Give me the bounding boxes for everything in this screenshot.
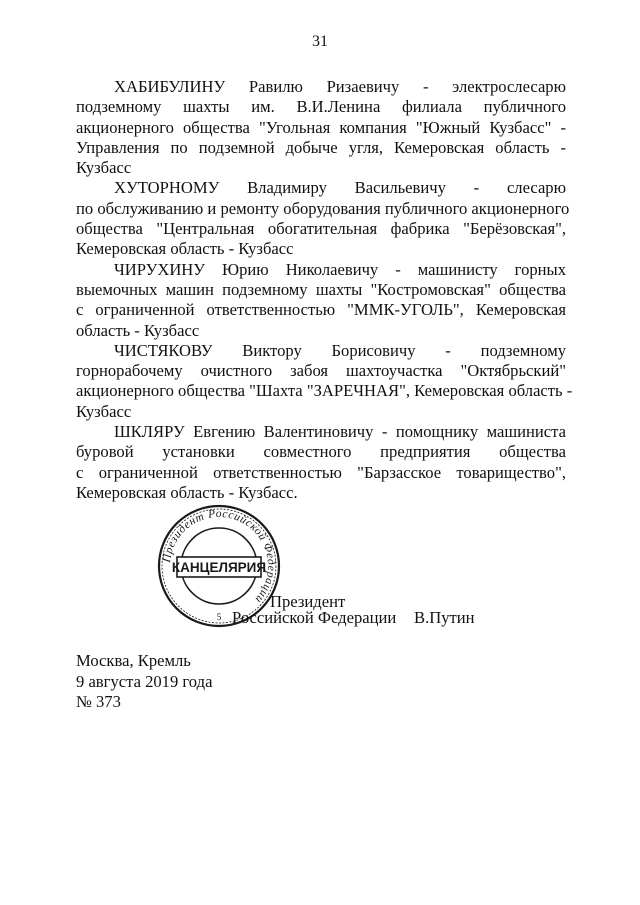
footer-number: № 373 bbox=[76, 692, 121, 711]
entry-line: ЧИСТЯКОВУ Виктору Борисовичу - подземному bbox=[114, 340, 566, 360]
entry-line: ХАБИБУЛИНУ Равилю Ризаевичу - электрослесарю bbox=[114, 77, 566, 96]
award-entry-khabibulin bbox=[76, 77, 566, 178]
entry-line: ХУТОРНОМУ Владимиру Васильевичу - слесарю bbox=[114, 178, 566, 198]
entry-line: ШКЛЯРУ Евгению Валентиновичу - помощнику машиниста bbox=[114, 422, 566, 442]
entry-line: с ограниченной ответственностью "ММК-УГОЛЬ", Кемеровская bbox=[76, 300, 566, 320]
entry-line: область - Кузбасс bbox=[76, 320, 200, 340]
document-footer bbox=[76, 651, 212, 713]
entry-line: акционерного общества "Угольная компания "Южный Кузбасс" - bbox=[76, 117, 566, 137]
entry-line: подземному шахты им. В.И.Ленина филиала публичного bbox=[76, 97, 566, 117]
entry-line: буровой установки совместного предприятия общества bbox=[76, 442, 566, 462]
stamp-center-text: КАНЦЕЛЯРИЯ bbox=[171, 560, 267, 575]
entry-line: Кемеровская область - Кузбасс. bbox=[76, 482, 298, 502]
stamp-number: 5 bbox=[216, 612, 222, 622]
entry-line: ЧИРУХИНУ Юрию Николаевичу - машинисту горных bbox=[114, 259, 566, 279]
award-entry-chistyakov bbox=[76, 340, 573, 422]
award-entry-chirukhin bbox=[76, 260, 566, 341]
entry-line: акционерного общества "Шахта "ЗАРЕЧНАЯ", Кемеровская область - bbox=[76, 381, 573, 401]
entry-line: горнорабочему очистного забоя шахтоучастка "Октябрьский" bbox=[76, 361, 566, 381]
stamp-ring-text: Президент Российской Федерации bbox=[160, 507, 278, 606]
entry-line: Управления по подземной добыче угля, Кемеровская область - bbox=[76, 137, 566, 157]
award-entry-shklyar bbox=[76, 422, 566, 503]
award-entry-khutornoy bbox=[76, 178, 570, 259]
signature-name: В.Путин bbox=[414, 608, 475, 627]
footer-place: Москва, Кремль bbox=[76, 651, 191, 670]
entry-line: Кемеровская область - Кузбасс bbox=[76, 239, 294, 259]
footer-date: 9 августа 2019 года bbox=[76, 671, 213, 691]
signature-title-line1: Президент bbox=[270, 592, 346, 611]
signature-title-line2: Российской Федерации bbox=[232, 608, 397, 627]
award-list bbox=[76, 77, 573, 503]
page-number: 31 bbox=[312, 33, 328, 50]
entry-line: Кузбасс bbox=[76, 158, 132, 178]
entry-line: с ограниченной ответственностью "Барзасское товарищество", bbox=[76, 462, 566, 482]
entry-line: выемочных машин подземному шахты "Костромовская" общества bbox=[76, 279, 566, 299]
entry-line: по обслуживанию и ремонту оборудования публичного акционерного bbox=[76, 198, 570, 218]
entry-line: общества "Центральная обогатительная фабрика "Берёзовская", bbox=[76, 219, 566, 239]
entry-line: Кузбасс bbox=[76, 401, 132, 421]
